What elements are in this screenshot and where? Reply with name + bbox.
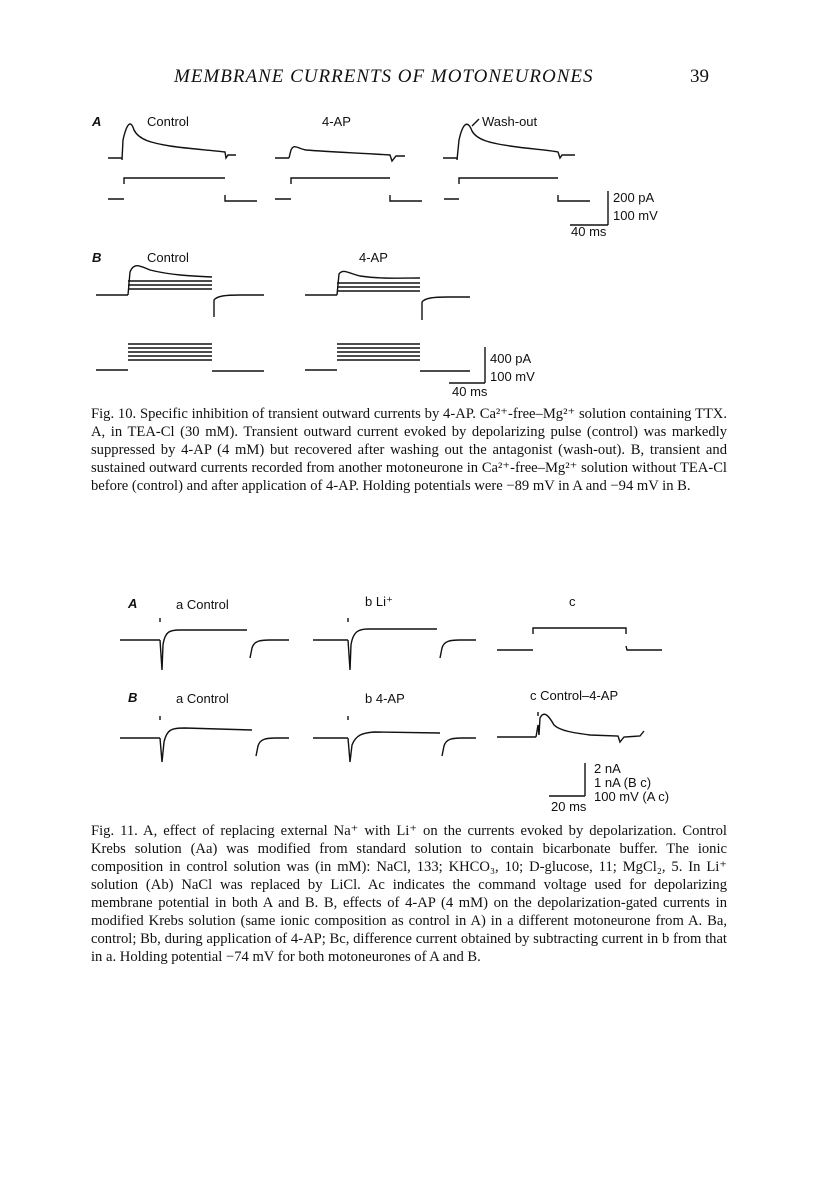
page-number: 39 (690, 66, 709, 87)
fig11-ba-control-trace (120, 716, 289, 762)
fig11-label-bb-4ap: b 4-AP (365, 691, 405, 706)
fig11-scale-100mv: 100 mV (A c) (594, 789, 670, 804)
fig10-panel-b-label: B (92, 250, 102, 265)
fig10-a-4ap-current-trace (275, 147, 405, 161)
fig10-label-control: Control (147, 114, 189, 129)
fig10-a-scale-bar (570, 191, 608, 225)
fig11-label-a-control: a Control (176, 597, 229, 612)
fig10-b-scale-voltage: 100 mV (490, 369, 535, 384)
fig11-bb-4ap-trace (313, 716, 476, 762)
fig10-a-4ap-voltage-trace (275, 178, 422, 201)
fig10-b-control-voltage-traces (96, 344, 264, 371)
fig11-bc-difference-trace (497, 712, 644, 742)
fig10-b-control-current-traces (96, 266, 264, 317)
fig11-a-control-trace (120, 618, 289, 670)
figure-10-caption: Fig. 10. Specific inhibition of transient outward currents by 4-AP. Ca²⁺-free–Mg²⁺ solution containing TTX. A, in TEA-Cl (30 mM). Transient outward current evoked by depolarizing pulse (control) was markedly suppressed by 4-AP (4 mM) but recovered after washing out the antagonist (wash-out). B, transient and sustained outward currents recorded from another motoneurone in Ca²⁺-free–Mg²⁺ solution without TEA-Cl before (control) and after application of 4-AP. Holding potentials were −89 mV in A and −94 mV in B. (91, 406, 727, 494)
fig11-label-ba-control: a Control (176, 691, 229, 706)
running-header (0, 66, 816, 90)
fig11-scale-bar (549, 763, 585, 796)
fig11-label-bc-difference: c Control–4-AP (530, 688, 619, 703)
fig10-a-control-current-trace (108, 124, 236, 160)
fig11-panel-b-label: B (128, 690, 138, 705)
fig10-panel-a-label: A (92, 114, 102, 129)
fig10-a-washout-voltage-trace (444, 178, 590, 201)
fig10-b-label-control: Control (147, 250, 189, 265)
fig10-label-4ap: 4-AP (322, 114, 351, 129)
fig10-b-4ap-voltage-traces (305, 344, 470, 371)
fig11-c-command-voltage (497, 628, 662, 650)
figure-11-caption: Fig. 11. A, effect of replacing external Na⁺ with Li⁺ on the currents evoked by depolarization. Control Krebs solution (Aa) was modified from standard solution to contain bicarbonate buffer. The ionic composition in control solution was (in mM): NaCl, 133; KHCO₃, 10; D-glucose, 11; MgCl₂, 5. In Li⁺ solution (Ab) NaCl was replaced by LiCl. Ac indicates the command voltage used for depolarizing membrane potential in both A and B. B, effects of 4-AP (4 mM) on the depolarization-gated currents in modified Krebs solution (same ionic composition as control in A) in a different motoneurone from A. Ba, control; Bb, during application of 4-AP; Bc, difference current obtained by subtracting current in b from that in a. Holding potential −74 mV for both motoneurones of A and B. (91, 823, 727, 965)
fig11-label-c: c (569, 594, 576, 609)
fig10-a-wash-arrow (472, 119, 479, 126)
fig11-scale-time: 20 ms (551, 799, 587, 814)
fig10-a-control-voltage-trace (108, 178, 257, 201)
fig10-b-scale-time: 40 ms (452, 384, 488, 399)
fig10-a-scale-time: 40 ms (571, 224, 607, 239)
fig11-label-b-li: b Li⁺ (365, 594, 393, 609)
fig10-a-scale-voltage: 100 mV (613, 208, 658, 223)
fig10-b-4ap-current-traces (305, 271, 470, 320)
figure-10 (0, 108, 816, 400)
running-title: MEMBRANE CURRENTS OF MOTONEURONES (174, 66, 594, 87)
fig11-scale-2na: 2 nA (594, 761, 621, 776)
fig11-scale-1na: 1 nA (B c) (594, 775, 652, 790)
figure-11 (0, 592, 816, 814)
fig11-b-li-trace (313, 618, 476, 670)
fig11-panel-a-label: A (128, 596, 138, 611)
fig10-a-scale-current: 200 pA (613, 190, 655, 205)
fig10-label-washout: Wash-out (482, 114, 538, 129)
fig10-a-washout-current-trace (443, 124, 575, 160)
fig10-b-scale-current: 400 pA (490, 351, 532, 366)
fig10-b-label-4ap: 4-AP (359, 250, 388, 265)
fig10-b-scale-bar (449, 347, 485, 383)
